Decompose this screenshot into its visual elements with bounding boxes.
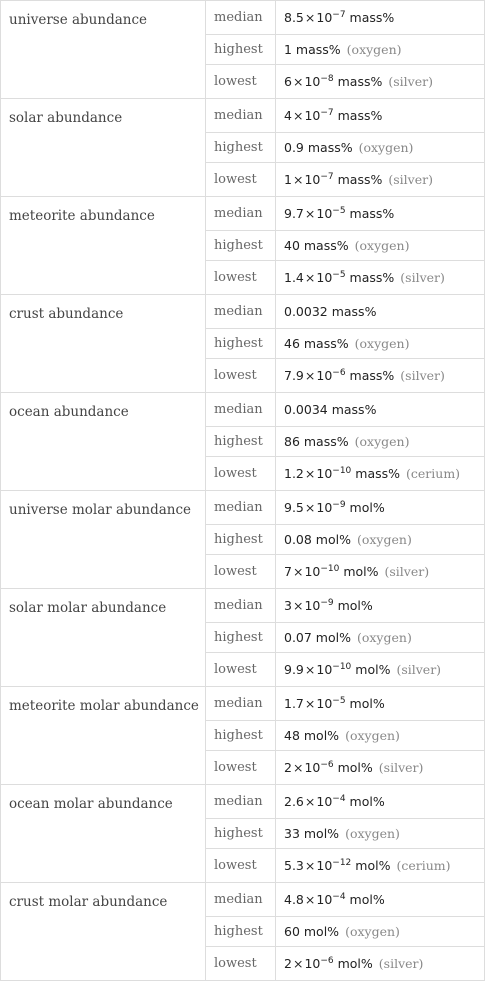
stat-value	[276, 947, 485, 981]
stat-value	[276, 883, 485, 917]
stat-label: lowest	[206, 359, 276, 393]
value-text: 0.0032 mass%	[284, 303, 377, 319]
value-text: 0.08 mol%	[284, 531, 351, 547]
table-row	[1, 99, 485, 133]
base-ten: 10	[316, 9, 333, 25]
stat-label: highest	[206, 721, 276, 751]
exponent: −10	[332, 661, 352, 672]
stat-value	[276, 849, 485, 883]
unit: mol%	[337, 759, 373, 775]
unit: mass%	[349, 205, 395, 221]
stat-label: median	[206, 589, 276, 623]
mantissa: 9.7	[284, 205, 304, 221]
stat-value	[276, 525, 485, 555]
stat-value	[276, 99, 485, 133]
unit: mol%	[337, 597, 373, 613]
times-sign: ×	[304, 465, 316, 481]
mantissa: 5.3	[284, 857, 304, 873]
stat-label: highest	[206, 917, 276, 947]
unit: mass%	[337, 107, 383, 123]
unit: mol%	[337, 955, 373, 971]
stat-label: median	[206, 197, 276, 231]
unit: mol%	[349, 499, 385, 515]
element-name: (silver)	[388, 73, 433, 89]
times-sign: ×	[304, 9, 316, 25]
mantissa: 4	[284, 107, 292, 123]
base-ten: 10	[316, 857, 333, 873]
stat-value	[276, 1, 485, 35]
mantissa: 1.2	[284, 465, 304, 481]
stat-value	[276, 329, 485, 359]
times-sign: ×	[304, 793, 316, 809]
stat-value	[276, 917, 485, 947]
table-row	[1, 589, 485, 623]
table-row	[1, 1, 485, 35]
exponent: −8	[320, 73, 334, 84]
property-name: universe abundance	[1, 1, 206, 99]
times-sign: ×	[292, 107, 304, 123]
mantissa: 8.5	[284, 9, 304, 25]
stat-label: lowest	[206, 65, 276, 99]
element-name: (silver)	[384, 563, 430, 579]
exponent: −10	[320, 563, 340, 574]
stat-value	[276, 555, 485, 589]
unit: mol%	[349, 891, 385, 907]
value-text: 46 mass%	[284, 335, 349, 351]
stat-value	[276, 721, 485, 751]
exponent: −12	[332, 857, 352, 868]
element-name: (oxygen)	[354, 335, 410, 351]
exponent: −4	[332, 891, 346, 902]
table-row	[1, 687, 485, 721]
times-sign: ×	[292, 955, 304, 971]
stat-value	[276, 35, 485, 65]
unit: mass%	[349, 9, 395, 25]
exponent: −7	[320, 171, 334, 182]
mantissa: 3	[284, 597, 292, 613]
times-sign: ×	[304, 499, 316, 515]
stat-value	[276, 819, 485, 849]
stat-value	[276, 653, 485, 687]
stat-value	[276, 427, 485, 457]
stat-label: median	[206, 883, 276, 917]
base-ten: 10	[304, 171, 321, 187]
exponent: −7	[332, 9, 346, 20]
element-name: (oxygen)	[345, 727, 400, 743]
element-name: (oxygen)	[345, 825, 400, 841]
stat-label: median	[206, 491, 276, 525]
times-sign: ×	[304, 891, 316, 907]
mantissa: 6	[284, 73, 292, 89]
exponent: −7	[320, 107, 334, 118]
stat-value	[276, 393, 485, 427]
base-ten: 10	[316, 891, 333, 907]
times-sign: ×	[292, 171, 304, 187]
stat-label: lowest	[206, 751, 276, 785]
table-row	[1, 883, 485, 917]
stat-label: median	[206, 1, 276, 35]
stat-label: highest	[206, 525, 276, 555]
stat-label: lowest	[206, 457, 276, 491]
unit: mass%	[337, 73, 383, 89]
base-ten: 10	[304, 73, 321, 89]
stat-value	[276, 231, 485, 261]
property-name: universe molar abundance	[1, 491, 206, 589]
unit: mol%	[343, 563, 379, 579]
element-name: (oxygen)	[356, 629, 412, 645]
stat-label: median	[206, 295, 276, 329]
times-sign: ×	[304, 367, 316, 383]
stat-label: highest	[206, 819, 276, 849]
element-name: (oxygen)	[356, 531, 412, 547]
property-name: ocean abundance	[1, 393, 206, 491]
stat-value	[276, 457, 485, 491]
times-sign: ×	[304, 269, 316, 285]
element-name: (cerium)	[396, 857, 451, 873]
stat-value	[276, 133, 485, 163]
element-name: (silver)	[396, 661, 442, 677]
element-name: (silver)	[400, 269, 445, 285]
times-sign: ×	[304, 661, 316, 677]
element-name: (oxygen)	[354, 433, 410, 449]
table-row	[1, 295, 485, 329]
value-text: 60 mol%	[284, 923, 340, 939]
element-name: (cerium)	[406, 465, 461, 481]
value-text: 0.0034 mass%	[284, 401, 377, 417]
times-sign: ×	[292, 759, 304, 775]
property-name: solar abundance	[1, 99, 206, 197]
stat-label: lowest	[206, 555, 276, 589]
stat-value	[276, 359, 485, 393]
stat-value	[276, 491, 485, 525]
stat-value	[276, 261, 485, 295]
exponent: −9	[320, 597, 334, 608]
mantissa: 2	[284, 955, 292, 971]
stat-value	[276, 687, 485, 721]
times-sign: ×	[304, 857, 316, 873]
exponent: −6	[332, 367, 346, 378]
stat-value	[276, 65, 485, 99]
stat-label: lowest	[206, 261, 276, 295]
stat-label: median	[206, 785, 276, 819]
element-name: (oxygen)	[358, 139, 414, 155]
mantissa: 7	[284, 563, 292, 579]
abundance-table-body	[1, 1, 485, 981]
mantissa: 4.8	[284, 891, 304, 907]
value-text: 33 mol%	[284, 825, 340, 841]
table-row	[1, 197, 485, 231]
element-name: (oxygen)	[346, 41, 402, 57]
unit: mass%	[349, 269, 395, 285]
base-ten: 10	[304, 955, 321, 971]
mantissa: 2.6	[284, 793, 304, 809]
exponent: −6	[320, 759, 334, 770]
stat-value	[276, 295, 485, 329]
table-row	[1, 785, 485, 819]
mantissa: 2	[284, 759, 292, 775]
table-row	[1, 491, 485, 525]
base-ten: 10	[316, 367, 333, 383]
element-name: (oxygen)	[345, 923, 400, 939]
stat-value	[276, 197, 485, 231]
stat-label: highest	[206, 231, 276, 261]
base-ten: 10	[316, 269, 333, 285]
unit: mol%	[355, 661, 391, 677]
stat-label: median	[206, 393, 276, 427]
exponent: −4	[332, 793, 346, 804]
property-name: solar molar abundance	[1, 589, 206, 687]
unit: mass%	[355, 465, 401, 481]
value-text: 86 mass%	[284, 433, 349, 449]
stat-label: highest	[206, 35, 276, 65]
stat-label: highest	[206, 623, 276, 653]
stat-value	[276, 751, 485, 785]
times-sign: ×	[304, 695, 316, 711]
times-sign: ×	[292, 563, 304, 579]
times-sign: ×	[304, 205, 316, 221]
stat-label: median	[206, 687, 276, 721]
stat-label: lowest	[206, 947, 276, 981]
stat-label: highest	[206, 133, 276, 163]
property-name: crust abundance	[1, 295, 206, 393]
times-sign: ×	[292, 73, 304, 89]
value-text: 1 mass%	[284, 41, 341, 57]
value-text: 0.9 mass%	[284, 139, 353, 155]
exponent: −5	[332, 205, 346, 216]
stat-label: lowest	[206, 653, 276, 687]
unit: mass%	[337, 171, 383, 187]
value-text: 40 mass%	[284, 237, 349, 253]
unit: mol%	[355, 857, 391, 873]
base-ten: 10	[316, 695, 333, 711]
unit: mol%	[349, 793, 385, 809]
base-ten: 10	[304, 597, 321, 613]
base-ten: 10	[316, 205, 333, 221]
stat-label: median	[206, 99, 276, 133]
unit: mass%	[349, 367, 395, 383]
base-ten: 10	[304, 563, 321, 579]
stat-value	[276, 163, 485, 197]
stat-value	[276, 589, 485, 623]
stat-value	[276, 785, 485, 819]
base-ten: 10	[316, 499, 333, 515]
mantissa: 9.5	[284, 499, 304, 515]
property-name: crust molar abundance	[1, 883, 206, 981]
exponent: −9	[332, 499, 346, 510]
exponent: −10	[332, 465, 352, 476]
stat-label: highest	[206, 427, 276, 457]
times-sign: ×	[292, 597, 304, 613]
stat-label: highest	[206, 329, 276, 359]
exponent: −5	[332, 695, 346, 706]
exponent: −5	[332, 269, 346, 280]
property-name: meteorite abundance	[1, 197, 206, 295]
element-name: (silver)	[400, 367, 445, 383]
base-ten: 10	[304, 759, 321, 775]
stat-label: lowest	[206, 849, 276, 883]
value-text: 48 mol%	[284, 727, 340, 743]
mantissa: 1.4	[284, 269, 304, 285]
mantissa: 1	[284, 171, 292, 187]
base-ten: 10	[316, 793, 333, 809]
mantissa: 9.9	[284, 661, 304, 677]
element-name: (silver)	[378, 955, 424, 971]
element-name: (oxygen)	[354, 237, 410, 253]
unit: mol%	[349, 695, 385, 711]
property-name: meteorite molar abundance	[1, 687, 206, 785]
mantissa: 7.9	[284, 367, 304, 383]
element-name: (silver)	[378, 759, 424, 775]
property-name: ocean molar abundance	[1, 785, 206, 883]
exponent: −6	[320, 955, 334, 966]
value-text: 0.07 mol%	[284, 629, 351, 645]
stat-value	[276, 623, 485, 653]
table-row	[1, 393, 485, 427]
element-name: (silver)	[388, 171, 433, 187]
base-ten: 10	[304, 107, 321, 123]
base-ten: 10	[316, 465, 333, 481]
mantissa: 1.7	[284, 695, 304, 711]
base-ten: 10	[316, 661, 333, 677]
stat-label: lowest	[206, 163, 276, 197]
